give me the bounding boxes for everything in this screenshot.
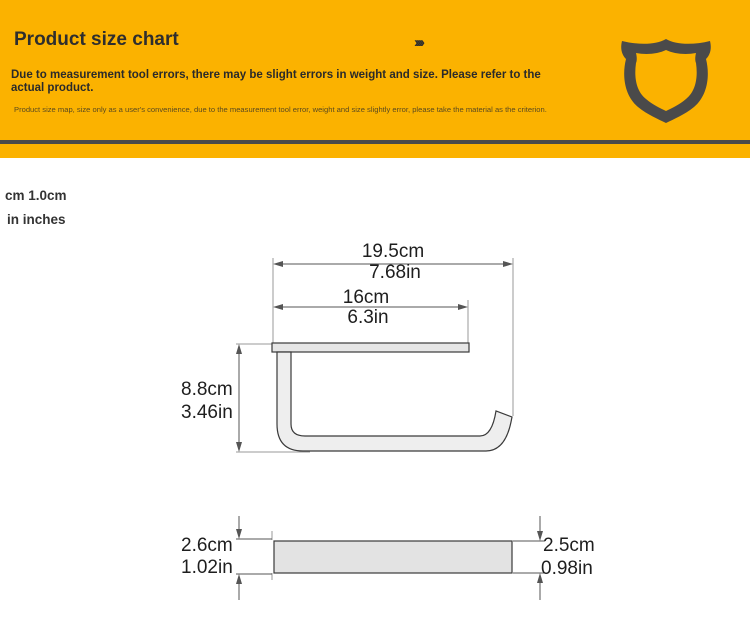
overall-width-cm: 19.5cm: [361, 241, 425, 262]
overall-width-in: 7.68in: [369, 262, 421, 283]
height-in: 3.46in: [181, 402, 233, 423]
holder-top-view: [274, 541, 512, 573]
base-left-dimension: [236, 516, 272, 600]
arrows-decoration: ››››: [414, 34, 422, 51]
height-dimension: [236, 344, 242, 452]
bar-length-in: 6.3in: [347, 307, 389, 328]
base-right-cm: 2.5cm: [543, 535, 595, 556]
holder-side-view: [272, 343, 512, 451]
base-right-in: 0.98in: [541, 558, 593, 579]
bar-length-cm: 16cm: [342, 287, 390, 308]
unit-label-inches: in inches: [7, 212, 66, 227]
base-left-cm: 2.6cm: [181, 535, 233, 556]
unit-label-cm: cm 1.0cm: [5, 188, 67, 203]
base-left-in: 1.02in: [181, 557, 233, 578]
measurement-subnotice: Product size map, size only as a user's convenience, due to the measurement tool error, weight and size slightly error, please take the material as the criterion.: [14, 105, 547, 114]
measurement-notice: Due to measurement tool errors, there may be slight errors in weight and size. Please refer to the actual product.: [11, 69, 541, 94]
height-cm: 8.8cm: [181, 379, 233, 400]
page-title: Product size chart: [14, 29, 179, 50]
